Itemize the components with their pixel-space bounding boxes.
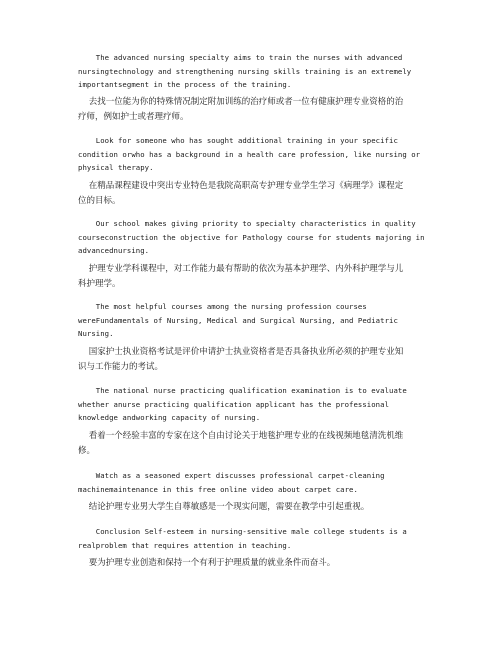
text-line: Watch as a seasoned expert discusses professional carpet-cleaning (78, 471, 385, 480)
text-line: knowledge andworking capacity of nursing. (78, 413, 261, 422)
text-line: 修。 (78, 446, 96, 456)
text-line: 护理专业学科课程中，对工作能力最有帮助的依次为基本护理学、内外科护理学与儿 (78, 264, 404, 274)
text-line: physical therapy. (78, 163, 154, 172)
text-line: 识与工作能力的考试。 (78, 362, 164, 372)
text-line: wereFundamentals of Nursing, Medical and Surgical Nursing, and Pediatric (78, 315, 398, 325)
paragraph-en-4 (78, 300, 428, 341)
paragraph-zh-5 (78, 429, 428, 459)
text-line: 疗师，例如护士或者理疗师。 (78, 112, 189, 122)
paragraph-zh-7 (78, 556, 428, 571)
text-line: realproblem that requires attention in teaching. (78, 540, 292, 550)
text-line: 结论护理专业男大学生自尊敏感是一个现实问题，需要在教学中引起重视。 (78, 502, 370, 512)
paragraph-en-7 (78, 525, 428, 552)
paragraph-zh-1 (78, 95, 428, 125)
paragraph-zh-4 (78, 345, 428, 375)
paragraph-zh-3 (78, 262, 428, 292)
text-line: 看着一个经验丰富的专家在这个自由讨论关于地毯护理专业的在线视频地毯清洗机维 (78, 431, 404, 441)
text-line: importantsegment in the process of the training. (78, 80, 292, 89)
text-line: The most helpful courses among the nursing profession courses (78, 302, 367, 311)
text-line: 科护理学。 (78, 279, 121, 289)
paragraph-zh-6 (78, 500, 428, 515)
text-line: Conclusion Self-esteem in nursing-sensitive male college students is a (78, 527, 407, 536)
paragraph-zh-2 (78, 179, 428, 209)
text-line: condition orwho has a background in a health care profession, like nursing or (78, 149, 421, 159)
text-line: 位的目标。 (78, 196, 121, 206)
text-line: The advanced nursing specialty aims to train the nurses with advanced (78, 53, 403, 62)
text-line: courseconstruction the objective for Pathology course for students majoring in (78, 232, 425, 242)
paragraph-en-5 (78, 384, 428, 425)
text-line: The national nurse practicing qualification examination is to evaluate (78, 386, 407, 395)
text-line: 去找一位能为你的特殊情况制定附加训练的治疗师或者一位有健康护理专业资格的治 (78, 97, 404, 107)
text-line: Nursing. (78, 329, 114, 338)
text-line: Our school makes giving priority to specialty characteristics in quality (78, 219, 416, 228)
text-line: 国家护士执业资格考试是评价申请护士执业资格者是否具备执业所必须的护理专业知 (78, 347, 404, 357)
text-line: machinemaintenance in this free online video about carpet care. (78, 484, 358, 494)
text-line: advancednursing. (78, 246, 150, 255)
text-line: 在精品课程建设中突出专业特色是我院高职高专护理专业学生学习《病理学》课程定 (78, 181, 404, 191)
text-line: Look for someone who has sought additional training in your specific (78, 136, 398, 145)
paragraph-en-2 (78, 134, 428, 175)
text-line: nursingtechnology and strengthening nursing skills training is an extremely (78, 66, 412, 76)
paragraph-en-6 (78, 469, 428, 496)
paragraph-en-1 (78, 51, 428, 92)
text-line: 要为护理专业创造和保持一个有利于护理质量的就业条件而奋斗。 (78, 558, 336, 568)
text-line: whether anurse practicing qualification applicant has the professional (78, 399, 390, 409)
paragraph-en-3 (78, 217, 428, 258)
